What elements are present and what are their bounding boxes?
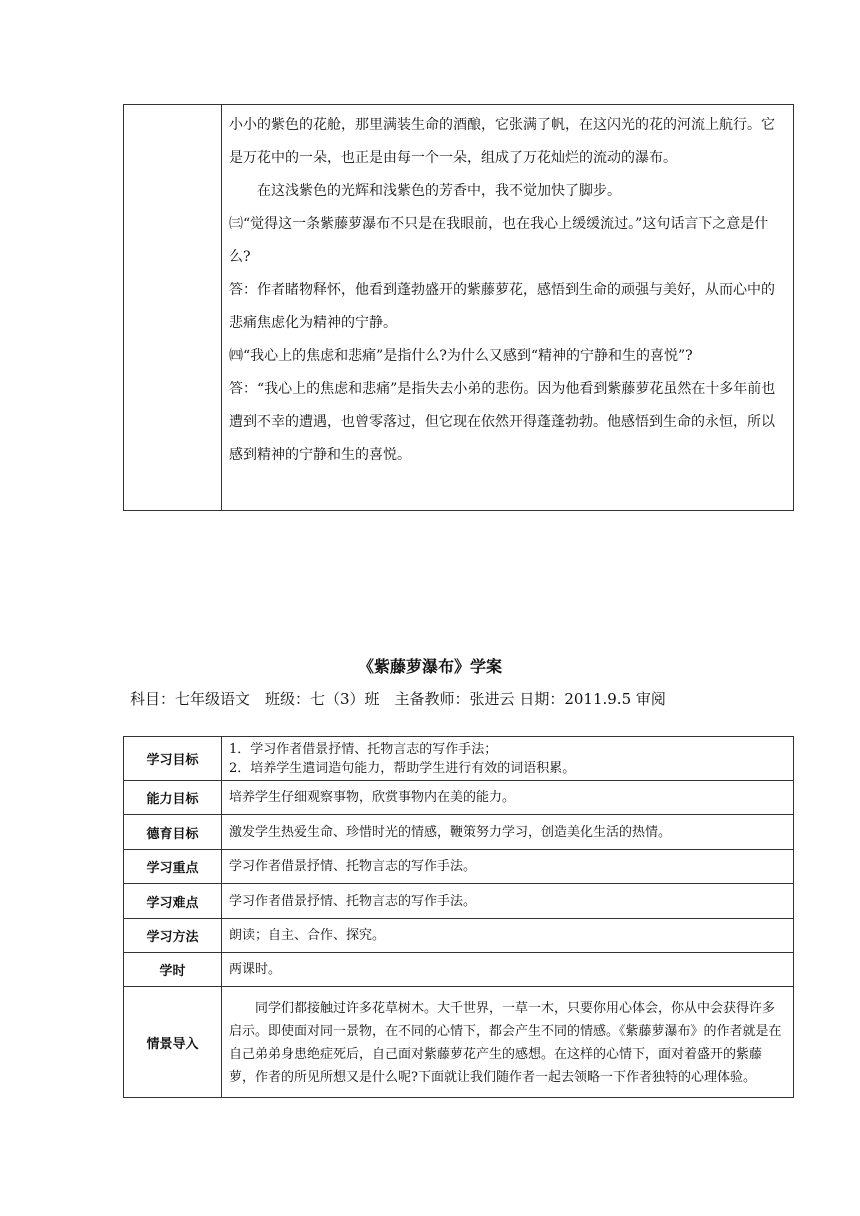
table-row xyxy=(124,815,794,850)
answer-3: 答：作者睹物释怀，他看到蓬勃盛开的紫藤萝花，感悟到生命的顽强与美好，从而心中的悲痛焦虑化为精神的宁静。 xyxy=(229,282,775,331)
row-value: 培养学生仔细观察事物，欣赏事物内在美的能力。 xyxy=(222,781,794,815)
document-meta-line: 科目：七年级语文 班级：七（3）班 主备教师：张进云 日期：2011.9.5 审阅 xyxy=(130,690,666,708)
row-value: 朗读；自主、合作、探究。 xyxy=(222,919,794,953)
document-title: 《紫藤萝瀑布》学案 xyxy=(357,657,502,676)
row-label: 情景导入 xyxy=(124,987,222,1098)
table-row xyxy=(124,850,794,884)
row-label: 学习目标 xyxy=(124,737,222,781)
row-value: 两课时。 xyxy=(222,953,794,987)
answer-4: 答：“我心上的焦虑和悲痛”是指失去小弟的悲伤。因为他看到紫藤萝花虽然在十多年前也遭到不幸的遭遇，也曾零落过，但它现在依然开得蓬蓬勃勃。他感悟到生命的永恒，所以感到精神的宁静和生的喜悦。 xyxy=(229,381,776,463)
row-value: 学习作者借景抒情、托物言志的写作手法。 xyxy=(222,850,794,884)
row-label: 德育目标 xyxy=(124,815,222,850)
table-row xyxy=(124,987,794,1098)
row-value: 学习作者借景抒情、托物言志的写作手法。 xyxy=(222,884,794,919)
question-4: ㈣“我心上的焦虑和悲痛”是指什么?为什么又感到“精神的宁静和生的喜悦”? xyxy=(229,348,693,364)
content-cell xyxy=(222,105,794,511)
row-label: 能力目标 xyxy=(124,781,222,815)
lesson-plan-table xyxy=(123,736,794,1098)
table-row xyxy=(124,737,794,781)
row-value-line: 2．培养学生遣词造句能力，帮助学生进行有效的词语积累。 xyxy=(229,760,576,776)
table-row xyxy=(124,884,794,919)
passage-paragraph: 在这浅紫色的光辉和浅紫色的芳香中，我不觉加快了脚步。 xyxy=(257,183,621,199)
row-value: 同学们都接触过许多花草树木。大千世界，一草一木，只要你用心体会，你从中会获得许多启示。即使面对同一景物，在不同的心情下，都会产生不同的情感。《紫藤萝瀑布》的作者就是在自己弟弟身患绝症死后，自己面对紫藤萝花产生的感想。在这样的心情下，面对着盛开的紫藤萝，作者的所见所想又是什么呢?下面就让我们随作者一起去领略一下作者独特的心理体验。 xyxy=(222,987,794,1098)
question-3: ㈢“觉得这一条紫藤萝瀑布不只是在我眼前，也在我心上缓缓流过。”这句话言下之意是什么? xyxy=(229,216,769,265)
table-row xyxy=(124,953,794,987)
table-row xyxy=(124,781,794,815)
row-value xyxy=(222,737,794,781)
passage-paragraph: 小小的紫色的花舱，那里满装生命的酒酿，它张满了帆，在这闪光的花的河流上航行。它是万花中的一朵，也正是由每一个一朵，组成了万花灿烂的流动的瀑布。 xyxy=(229,117,775,166)
table-row xyxy=(124,919,794,953)
row-label: 学习难点 xyxy=(124,884,222,919)
row-value-line: 1．学习作者借景抒情、托物言志的写作手法； xyxy=(229,741,498,757)
continuation-table xyxy=(123,104,794,511)
reading-content xyxy=(222,105,793,472)
row-label: 学习方法 xyxy=(124,919,222,953)
empty-label-cell xyxy=(124,105,222,511)
row-label: 学习重点 xyxy=(124,850,222,884)
row-label: 学时 xyxy=(124,953,222,987)
row-value: 激发学生热爱生命、珍惜时光的情感，鞭策努力学习，创造美化生活的热情。 xyxy=(222,815,794,850)
